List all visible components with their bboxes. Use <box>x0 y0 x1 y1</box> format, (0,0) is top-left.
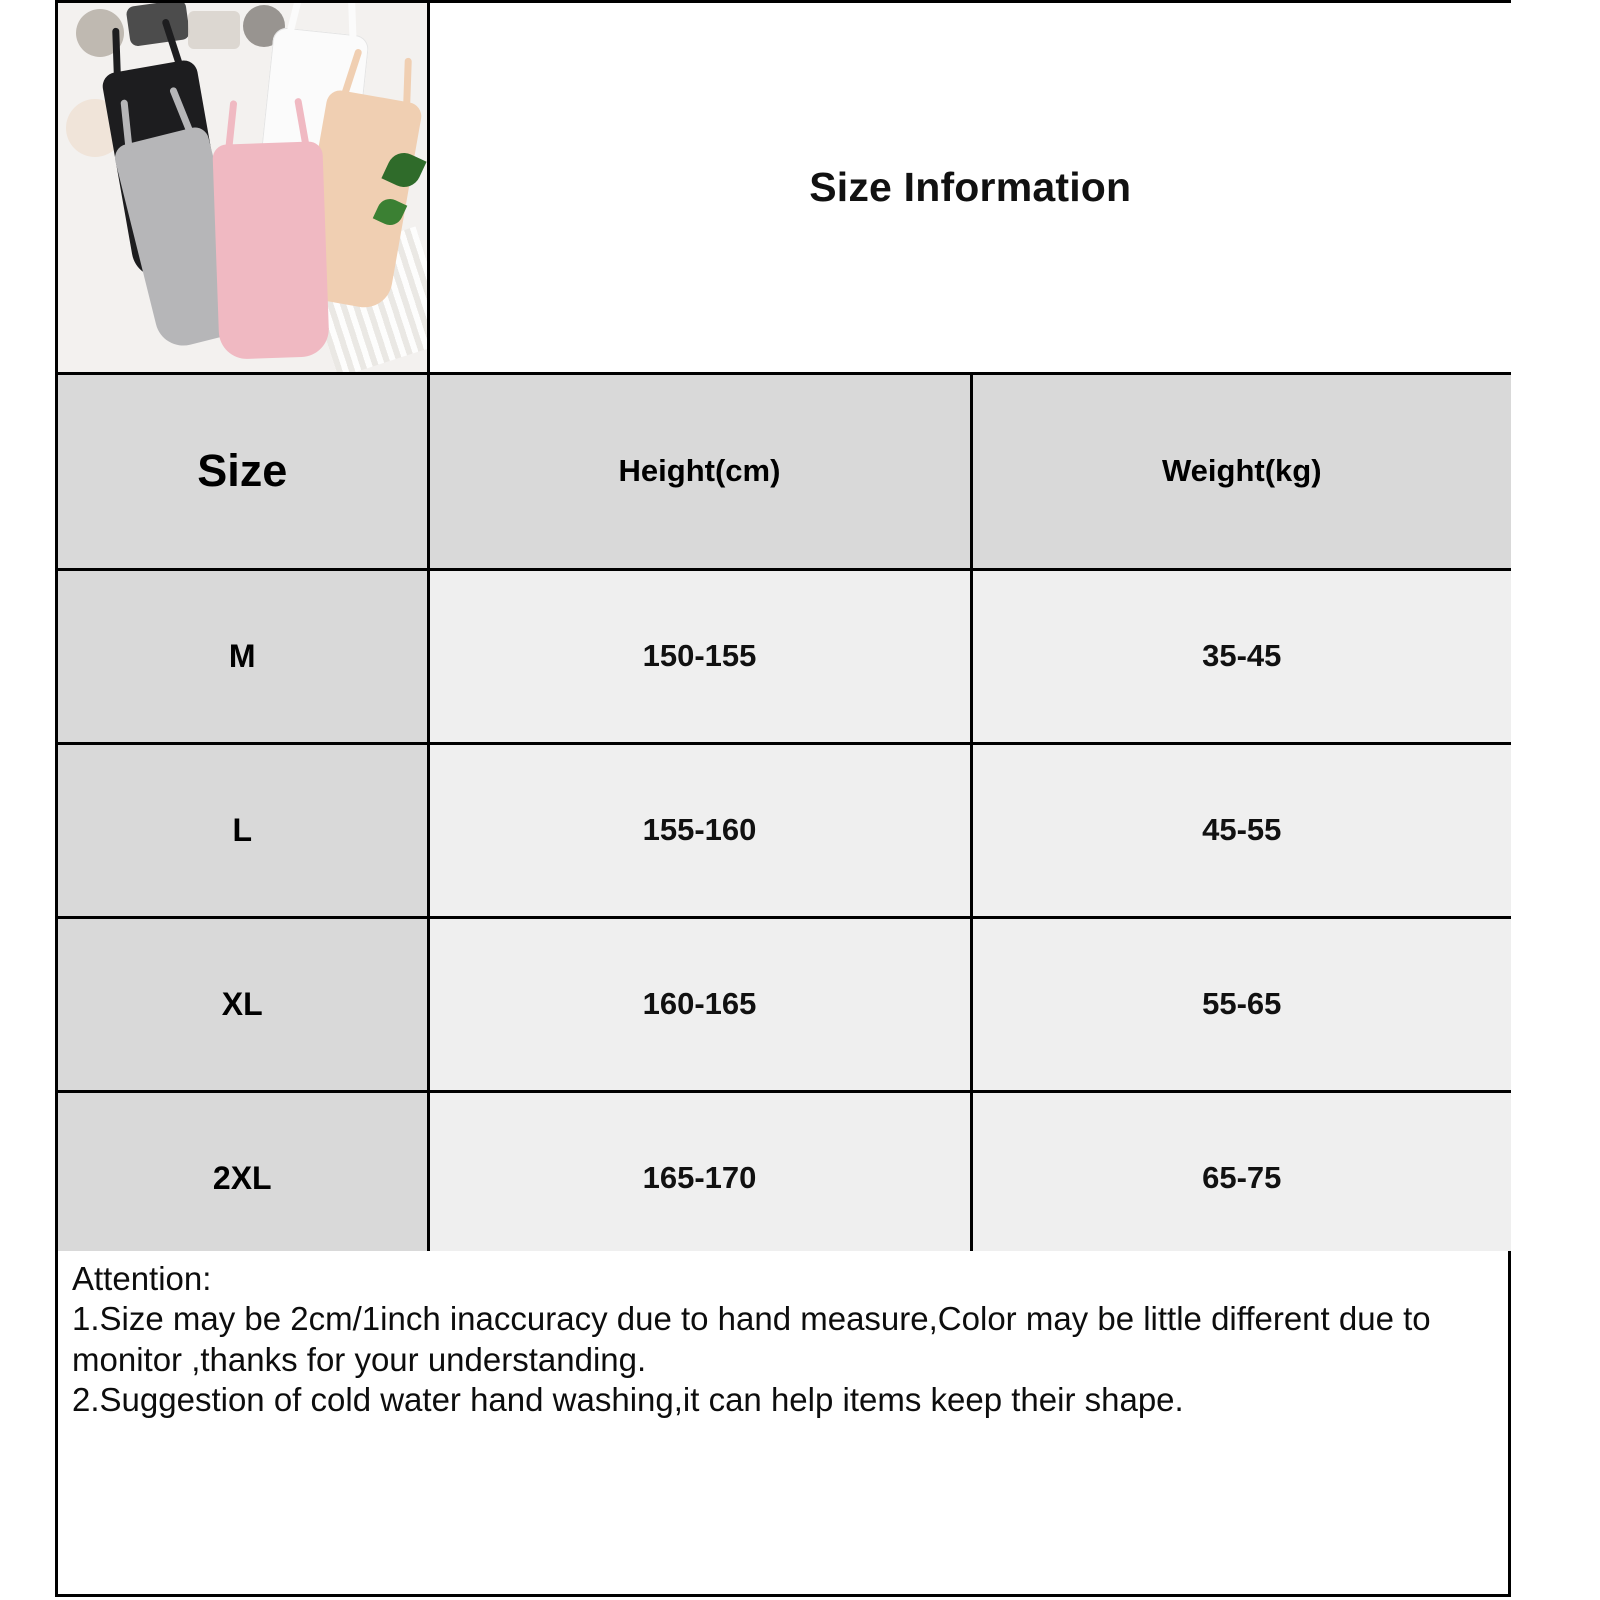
cell-height: 150-155 <box>428 569 971 743</box>
cell-weight: 35-45 <box>971 569 1511 743</box>
cell-size: M <box>58 569 428 743</box>
cell-height: 160-165 <box>428 917 971 1091</box>
table-row <box>58 743 1511 917</box>
cell-height: 165-170 <box>428 1091 971 1265</box>
page-title: Size Information <box>428 3 1511 373</box>
cell-weight: 45-55 <box>971 743 1511 917</box>
table-row <box>58 569 1511 743</box>
cell-weight: 65-75 <box>971 1091 1511 1265</box>
decor-prop-icon <box>126 3 191 47</box>
camisole-tops-photo <box>58 3 427 372</box>
attention-line-2: 2.Suggestion of cold water hand washing,it can help items keep their shape. <box>72 1380 1184 1418</box>
cell-height: 155-160 <box>428 743 971 917</box>
column-header-size: Size <box>58 373 428 569</box>
table-row <box>58 917 1511 1091</box>
attention-line-1: 1.Size may be 2cm/1inch inaccuracy due to hand measure,Color may be little different due to monitor ,thanks for your understanding. <box>72 1300 1431 1378</box>
strap-left-icon <box>225 100 237 152</box>
cell-weight: 55-65 <box>971 917 1511 1091</box>
product-image-cell <box>58 3 428 373</box>
table-row <box>58 1091 1511 1265</box>
strap-right-icon <box>348 3 357 43</box>
column-header-weight: Weight(kg) <box>971 373 1511 569</box>
cell-size: L <box>58 743 428 917</box>
decor-prop-icon <box>188 11 240 49</box>
cell-size: XL <box>58 917 428 1091</box>
attention-heading: Attention: <box>72 1260 212 1297</box>
cell-size: 2XL <box>58 1091 428 1265</box>
table-header-row <box>58 373 1511 569</box>
size-information-table-wrapper <box>55 0 1511 1267</box>
column-header-height: Height(cm) <box>428 373 971 569</box>
strap-left-icon <box>286 3 305 37</box>
size-information-table <box>58 3 1511 1267</box>
table-title-row <box>58 3 1511 373</box>
camisole-pink <box>212 141 329 360</box>
strap-right-icon <box>403 58 412 110</box>
attention-note <box>55 1251 1511 1597</box>
